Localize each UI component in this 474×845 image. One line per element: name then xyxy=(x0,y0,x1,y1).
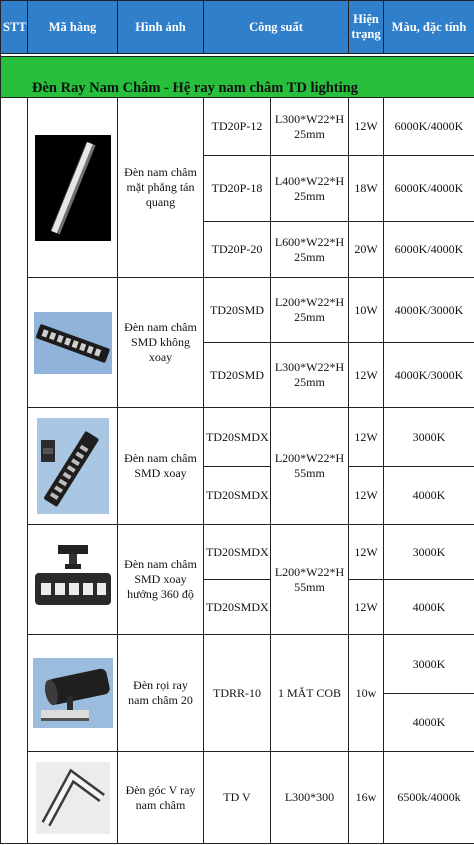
product-name: Đèn góc V ray nam châm xyxy=(118,752,204,844)
table-row xyxy=(1,525,474,580)
color-cell: 4000K xyxy=(384,694,474,752)
model-cell: TD20SMD xyxy=(204,278,271,343)
table-row xyxy=(1,98,474,156)
table-row xyxy=(1,278,474,343)
power-cell: 12W xyxy=(349,525,384,580)
smd-grille-light-icon xyxy=(34,312,112,374)
product-name: Đèn nam châm SMD không xoay xyxy=(118,278,204,408)
power-cell: 16w xyxy=(349,752,384,844)
product-name: Đèn rọi ray nam châm 20 xyxy=(118,635,204,752)
linear-panel-light-icon xyxy=(35,135,111,241)
smd-360-light-icon xyxy=(31,539,115,621)
header-cong-suat: Công suất xyxy=(204,1,349,54)
color-cell: 6000K/4000K xyxy=(384,156,474,222)
color-cell: 4000K xyxy=(384,580,474,635)
product-image-cell xyxy=(28,98,118,278)
power-cell: 10w xyxy=(349,635,384,752)
color-cell: 3000K xyxy=(384,525,474,580)
size-cell: L300*W22*H 25mm xyxy=(271,98,349,156)
model-cell: TDRR-10 xyxy=(204,635,271,752)
color-cell: 6500k/4000k xyxy=(384,752,474,844)
product-image-cell xyxy=(28,635,118,752)
model-cell: TD20SMDX xyxy=(204,580,271,635)
color-cell: 6000K/4000K xyxy=(384,98,474,156)
group-title-row xyxy=(1,57,474,98)
v-corner-light-icon xyxy=(36,762,110,834)
model-cell: TD20P-12 xyxy=(204,98,271,156)
table-row xyxy=(1,408,474,467)
color-cell: 4000K/3000K xyxy=(384,278,474,343)
table-row xyxy=(1,752,474,844)
product-name: Đèn nam châm mặt phẳng tán quang xyxy=(118,98,204,278)
product-name: Đèn nam châm SMD xoay xyxy=(118,408,204,525)
size-cell: L200*W22*H 25mm xyxy=(271,278,349,343)
power-cell: 10W xyxy=(349,278,384,343)
model-cell: TD20P-20 xyxy=(204,222,271,278)
color-cell: 6000K/4000K xyxy=(384,222,474,278)
header-hinh-anh: Hình ảnh xyxy=(118,1,204,54)
size-cell: L300*W22*H 25mm xyxy=(271,343,349,408)
size-cell: L200*W22*H 55mm xyxy=(271,525,349,635)
size-cell: 1 MẮT COB xyxy=(271,635,349,752)
size-cell: L600*W22*H 25mm xyxy=(271,222,349,278)
track-spotlight-icon xyxy=(33,658,113,728)
table-row xyxy=(1,635,474,694)
header-ma-hang: Mã hàng xyxy=(28,1,118,54)
power-cell: 20W xyxy=(349,222,384,278)
header-mau-dac-tinh: Màu, đặc tính xyxy=(384,1,474,54)
color-cell: 3000K xyxy=(384,635,474,694)
model-cell: TD20SMDX xyxy=(204,408,271,467)
model-cell: TD V xyxy=(204,752,271,844)
size-cell: L400*W22*H 25mm xyxy=(271,156,349,222)
model-cell: TD20SMDX xyxy=(204,467,271,525)
color-cell: 4000K xyxy=(384,467,474,525)
size-cell: L300*300 xyxy=(271,752,349,844)
model-cell: TD20P-18 xyxy=(204,156,271,222)
power-cell: 12W xyxy=(349,467,384,525)
size-cell: L200*W22*H 55mm xyxy=(271,408,349,525)
power-cell: 12W xyxy=(349,408,384,467)
smd-rotating-light-icon xyxy=(37,418,109,514)
product-image-cell xyxy=(28,525,118,635)
header-hien-trang: Hiện trạng xyxy=(349,1,384,54)
model-cell: TD20SMDX xyxy=(204,525,271,580)
power-cell: 18W xyxy=(349,156,384,222)
power-cell: 12W xyxy=(349,580,384,635)
header-stt: STT xyxy=(1,1,28,54)
product-image-cell xyxy=(28,278,118,408)
table-header-row xyxy=(1,1,474,54)
product-image-cell xyxy=(28,752,118,844)
power-cell: 12W xyxy=(349,343,384,408)
stt-cell xyxy=(1,98,28,844)
product-name: Đèn nam châm SMD xoay hướng 360 độ xyxy=(118,525,204,635)
group-title: Đèn Ray Nam Châm - Hệ ray nam châm TD lighting xyxy=(1,57,474,98)
product-image-cell xyxy=(28,408,118,525)
color-cell: 4000K/3000K xyxy=(384,343,474,408)
color-cell: 3000K xyxy=(384,408,474,467)
model-cell: TD20SMD xyxy=(204,343,271,408)
power-cell: 12W xyxy=(349,98,384,156)
